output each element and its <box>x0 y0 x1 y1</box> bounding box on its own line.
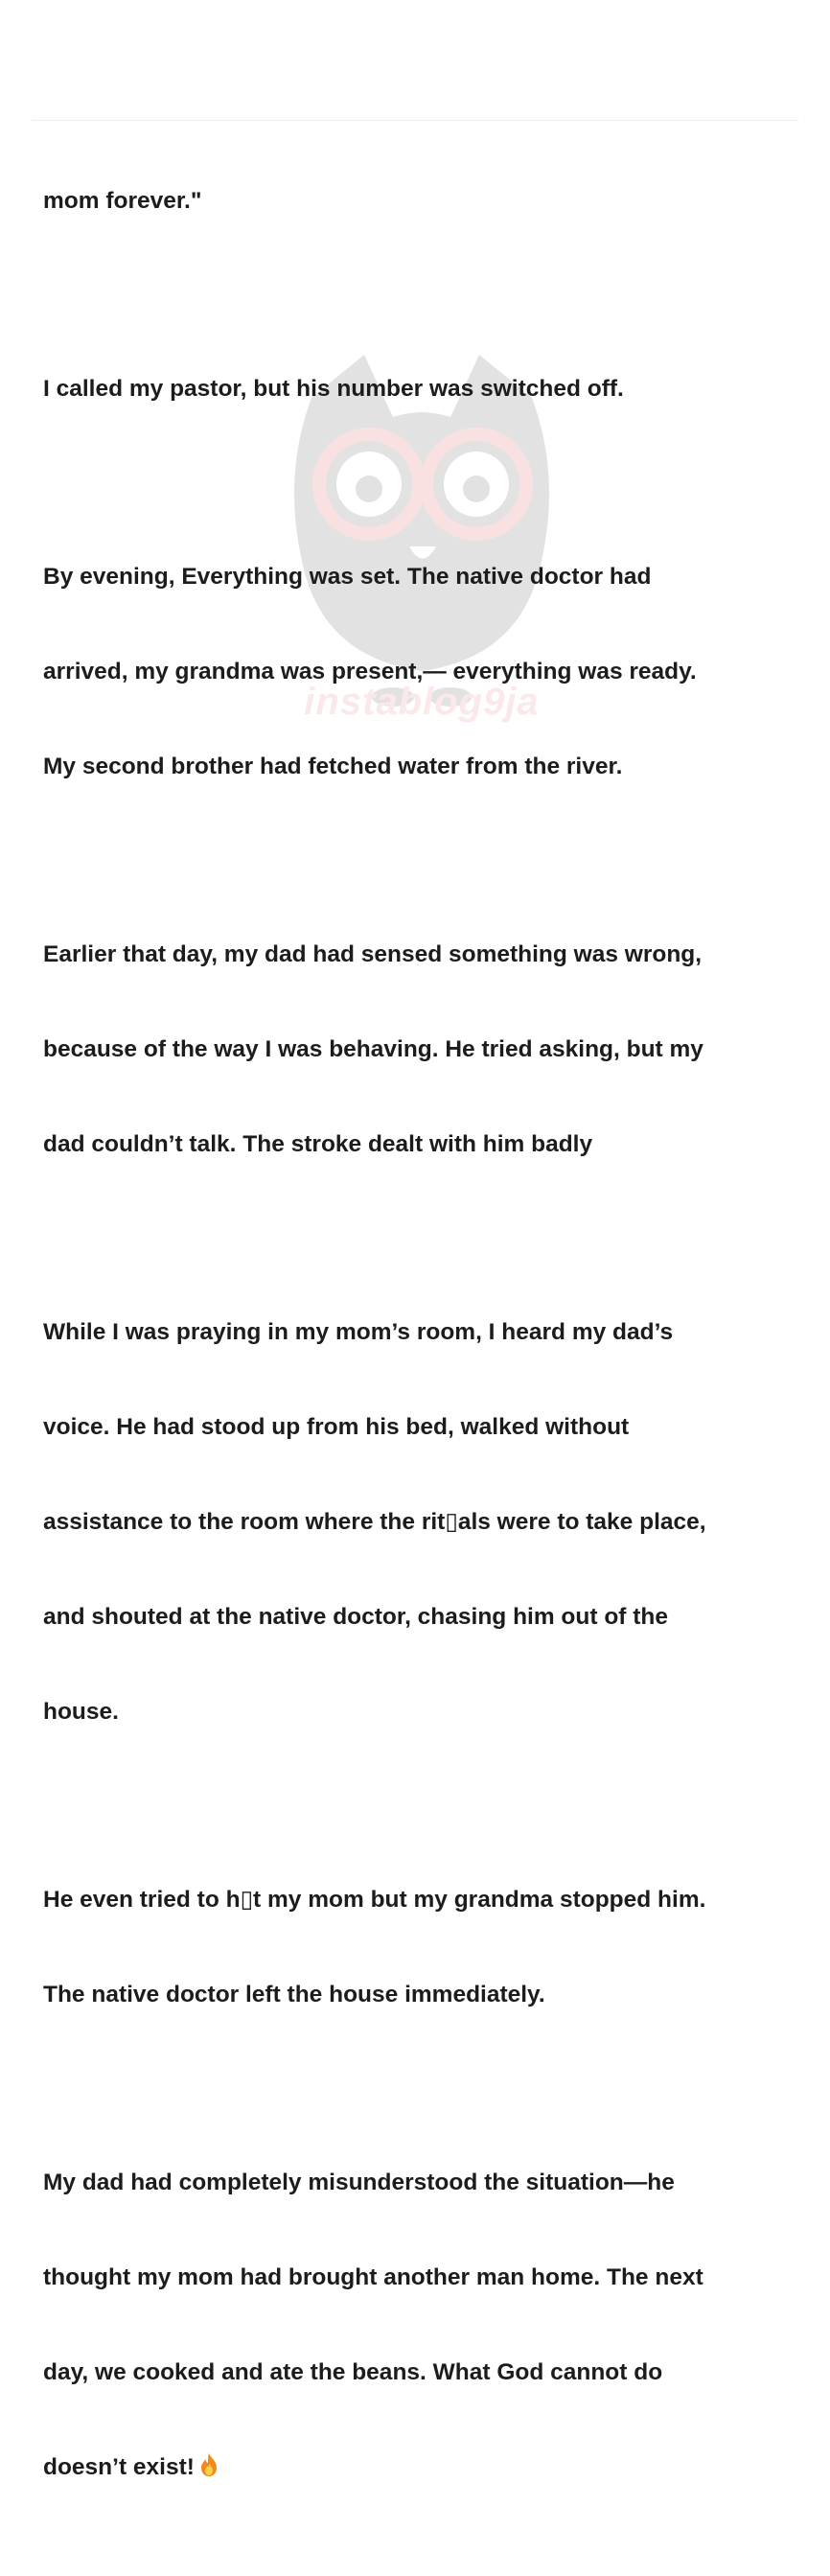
text-line: because of the way I was behaving. He tried asking, but my <box>43 1036 703 1062</box>
text-line: doesn’t exist! <box>43 2454 195 2480</box>
paragraph-7 <box>43 2103 800 2546</box>
text-line: voice. He had stood up from his bed, walked without <box>43 1414 630 1440</box>
text-line: house. <box>43 1699 119 1725</box>
paragraph-1 <box>43 122 800 280</box>
text-line: He even tried to h▯t my mom but my grandma stopped him. <box>43 1887 706 1913</box>
top-divider <box>32 120 798 121</box>
paragraph-5 <box>43 1253 800 1791</box>
article-body <box>43 122 800 2576</box>
text-line: By evening, Everything was set. The native doctor had <box>43 564 652 590</box>
text-line: The native doctor left the house immediately. <box>43 1982 545 2007</box>
text-line: My dad had completely misunderstood the situation—he <box>43 2170 675 2195</box>
text-line: and shouted at the native doctor, chasing him out of the <box>43 1604 669 1630</box>
paragraph-2 <box>43 310 800 468</box>
paragraph-3 <box>43 498 800 846</box>
text-line: dad couldn’t talk. The stroke dealt with him badly <box>43 1131 593 1157</box>
text-line: arrived, my grandma was present,— everything was ready. <box>43 659 697 685</box>
text-line: mom forever." <box>43 188 202 214</box>
last-line <box>43 2451 800 2483</box>
text-line: assistance to the room where the rit▯als were to take place, <box>43 1509 706 1535</box>
text-line: My second brother had fetched water from the river. <box>43 754 623 779</box>
paragraph-4 <box>43 875 800 1223</box>
text-line: day, we cooked and ate the beans. What God cannot do <box>43 2359 663 2385</box>
fire-emoji-icon <box>198 2452 219 2477</box>
text-line: While I was praying in my mom’s room, I heard my dad’s <box>43 1319 674 1345</box>
text-line: I called my pastor, but his number was switched off. <box>43 376 624 402</box>
paragraph-6 <box>43 1821 800 2074</box>
text-line: Earlier that day, my dad had sensed something was wrong, <box>43 941 703 967</box>
watermark-text: instablog9ja <box>304 681 540 723</box>
text-line: thought my mom had brought another man home. The next <box>43 2264 703 2290</box>
